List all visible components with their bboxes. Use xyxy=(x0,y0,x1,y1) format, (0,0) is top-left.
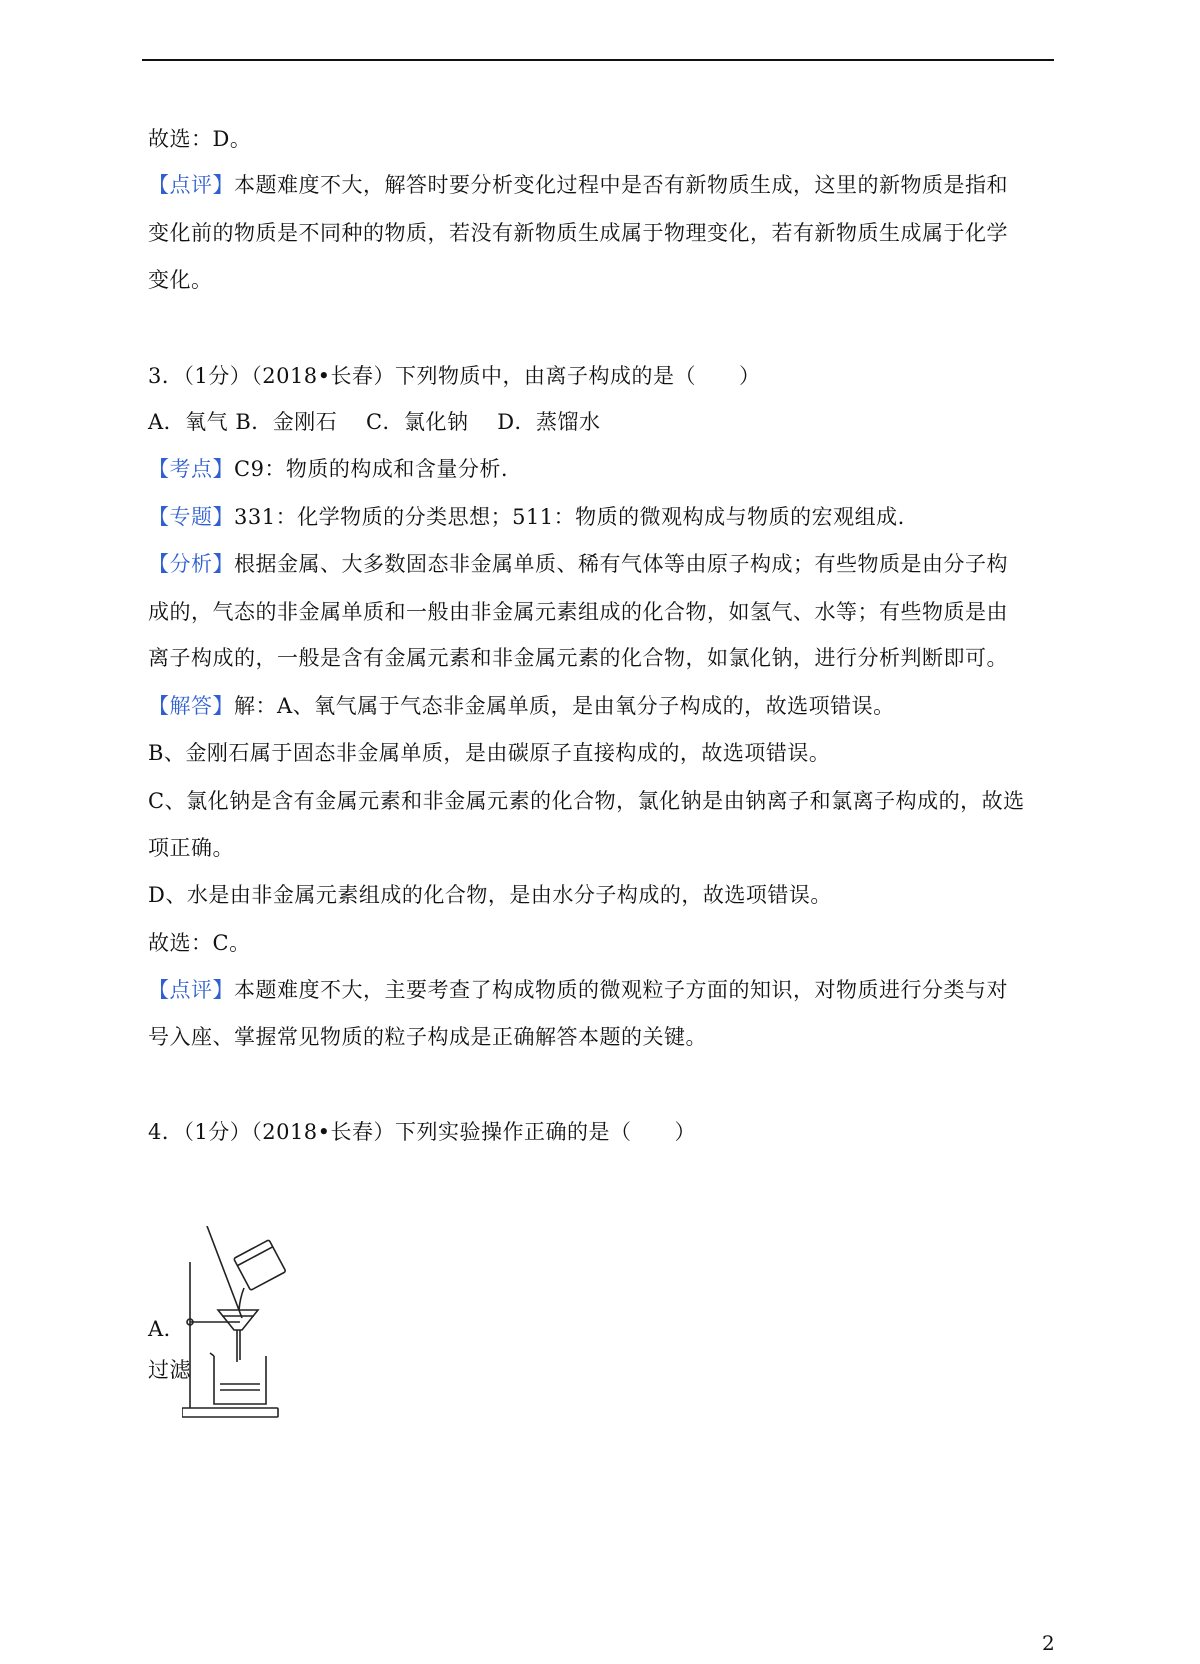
q4-option-a-text: 过滤 xyxy=(148,1358,191,1382)
q3-fenxi-tag: 【分析】 xyxy=(148,552,234,576)
q3-zhuanti-text: 331：化学物质的分类思想；511：物质的微观构成与物质的宏观组成. xyxy=(234,505,905,529)
q3-jieda-line-3: C、氯化钠是含有金属元素和非金属元素的化合物，氯化钠是由钠离子和氯离子构成的，故选 xyxy=(148,789,1025,813)
q3-jieda-line-1 xyxy=(148,691,895,721)
q3-kaodian-text: C9：物质的构成和含量分析. xyxy=(234,457,509,481)
q3-review-tag: 【点评】 xyxy=(148,978,234,1002)
q3-fenxi-line-2: 成的，气态的非金属单质和一般由非金属元素组成的化合物，如氢气、水等；有些物质是由 xyxy=(148,600,1008,624)
q3-fenxi-line-3: 离子构成的，一般是含有金属元素和非金属元素的化合物，如氯化钠，进行分析判断即可。 xyxy=(148,646,1008,670)
q3-stem: 3．（1分）（2018•长春）下列物质中，由离子构成的是（ ） xyxy=(148,364,761,388)
q3-kaodian-tag: 【考点】 xyxy=(148,457,234,481)
q3-answer: 故选：C。 xyxy=(148,931,251,955)
q3-kaodian xyxy=(148,454,508,484)
q3-jieda-line-4: 项正确。 xyxy=(148,836,234,860)
q2-review-line-1 xyxy=(148,170,1008,200)
q3-zhuanti-tag: 【专题】 xyxy=(148,505,234,529)
page-number: 2 xyxy=(1042,1631,1055,1655)
q3-fenxi-text-1: 根据金属、大多数固态非金属单质、稀有气体等由原子构成；有些物质是由分子构 xyxy=(234,552,1008,576)
q3-jieda-tag: 【解答】 xyxy=(148,694,234,718)
filtration-apparatus-image xyxy=(182,1226,302,1422)
q2-review-line-3: 变化。 xyxy=(148,268,213,292)
q3-options: A．氧气 B．金刚石 C．氯化钠 D．蒸馏水 xyxy=(148,410,601,434)
q2-answer: 故选：D。 xyxy=(148,127,252,151)
q2-review-text-1: 本题难度不大，解答时要分析变化过程中是否有新物质生成，这里的新物质是指和 xyxy=(234,173,1008,197)
q3-zhuanti xyxy=(148,502,905,532)
q3-review-line-1 xyxy=(148,975,1008,1005)
q3-fenxi-line-1 xyxy=(148,549,1008,579)
q2-review-tag: 【点评】 xyxy=(148,173,234,197)
q3-jieda-line-5: D、水是由非金属元素组成的化合物，是由水分子构成的，故选项错误。 xyxy=(148,883,832,907)
q4-option-a-label: A． xyxy=(148,1317,186,1341)
q3-review-line-2: 号入座、掌握常见物质的粒子构成是正确解答本题的关键。 xyxy=(148,1025,707,1049)
q3-review-text-1: 本题难度不大，主要考查了构成物质的微观粒子方面的知识，对物质进行分类与对 xyxy=(234,978,1008,1002)
q2-review-line-2: 变化前的物质是不同种的物质，若没有新物质生成属于物理变化，若有新物质生成属于化学 xyxy=(148,221,1008,245)
q4-stem: 4．（1分）（2018•长春）下列实验操作正确的是（ ） xyxy=(148,1120,697,1144)
q3-jieda-text-1: 解：A、氧气属于气态非金属单质，是由氧分子构成的，故选项错误。 xyxy=(234,694,895,718)
header-rule xyxy=(142,59,1054,61)
q3-jieda-line-2: B、金刚石属于固态非金属单质，是由碳原子直接构成的，故选项错误。 xyxy=(148,741,831,765)
